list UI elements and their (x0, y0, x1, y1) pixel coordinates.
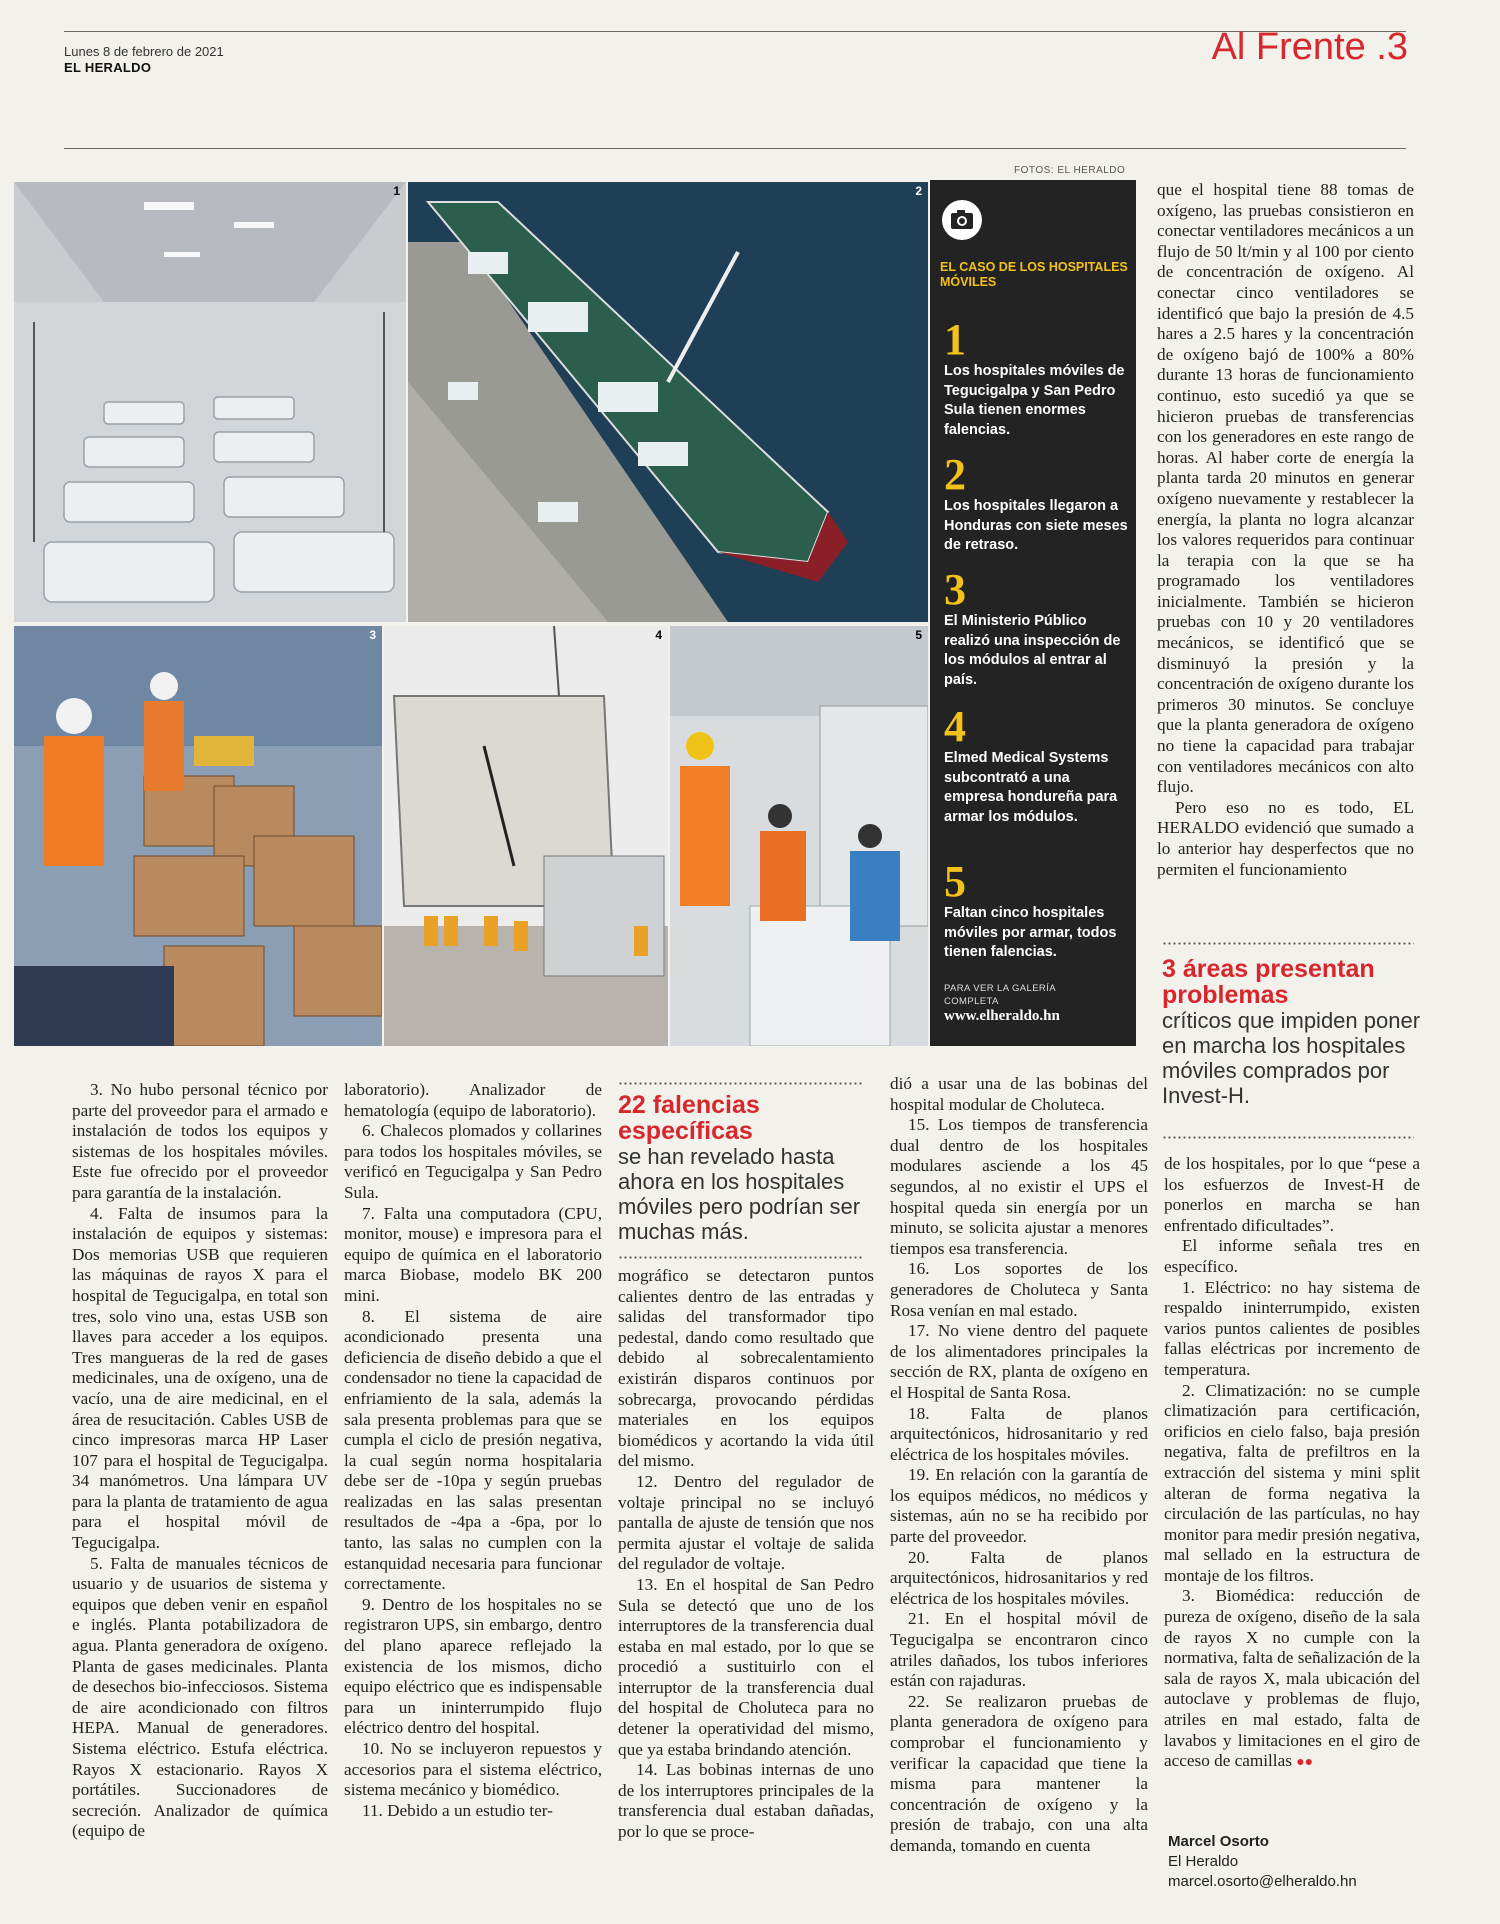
case-item-number: 5 (944, 857, 966, 906)
paragraph: Pero eso no es todo, EL HERALDO evidenció que sumado a lo anterior hay desperfectos que no permiten el funcionamiento (1157, 797, 1414, 879)
header-rule-top (64, 31, 1406, 32)
paragraph: 7. Falta una computadora (CPU, monitor, mouse) e impresora para el equipo de química en el laboratorio marca Biobase, modelo BK 200 mini. (344, 1203, 602, 1305)
paragraph: 8. El sistema de aire acondicionado presenta una deficiencia de diseño debido a que el condensador no tiene la capacidad de enfriamiento de la sala, además la sala presenta problemas para que se cumpla el ciclo de presión negativa, la cual según norma hospitalaria debe ser de -10pa y según pruebas realizadas en las salas presentan resultados de -4pa a -6pa, por lo tanto, las salas no cumplen con la estanquidad necesaria para funcionar correctamente. (344, 1306, 602, 1594)
case-item-text: Faltan cinco hospitales móviles por armar, todos tienen falencias. (944, 905, 1117, 961)
paragraph: 19. En relación con la garantía de los equipos médicos, no médicos y sistemas, aún no se ha recibido por parte del proveedor. (890, 1465, 1148, 1547)
dotted-divider (618, 1256, 864, 1259)
dotted-divider (1162, 942, 1414, 945)
photo-number: 2 (915, 184, 922, 198)
paragraph: 17. No viene dentro del paquete de los alimentadores principales la sección de RX, planta de oxígeno en el Hospital de Santa Rosa. (890, 1321, 1148, 1402)
paragraph: 14. Las bobinas internas de uno de los interruptores principales de la transferencia dual estaban dañadas, por lo que se proce- (618, 1760, 874, 1842)
author-email[interactable]: marcel.osorto@elheraldo.hn (1168, 1873, 1357, 1890)
byline (1168, 1832, 1357, 1892)
article-column-5 (1164, 1154, 1420, 1774)
dotted-divider (618, 1082, 864, 1085)
photo-number: 5 (915, 628, 922, 642)
case-item (944, 565, 1130, 690)
case-item (944, 315, 1130, 440)
hospital-ward-photo (14, 182, 406, 622)
paragraph: 9. Dentro de los hospitales no se registraron UPS, sin embargo, dentro del plano aparece reflejado la existencia de los mismos, dicho equipo eléctrico que es indispensable para un ininterrumpido flujo eléctrico dentro del hospital. (344, 1594, 602, 1738)
article-column-1 (72, 1080, 328, 1842)
article-column-3 (618, 1266, 874, 1843)
workers-boxes-photo (14, 626, 382, 1046)
author-name: Marcel Osorto (1168, 1833, 1269, 1850)
paragraph: 11. Debido a un estudio ter- (362, 1800, 553, 1820)
article-column-right-top (1157, 180, 1414, 880)
paragraph: 13. En el hospital de San Pedro Sula se detectó que uno de los interruptores de la transferencia dual estaba en mal estado, por lo que se procedió a sustituirlo con el interruptor de la transferencia dual del hospital de Choluteca para no detener la operatividad del mismo, que ya estaba brindando atención. (618, 1574, 874, 1759)
case-item-number: 1 (944, 315, 966, 364)
paragraph: 22. Se realizaron pruebas de planta generadora de oxígeno para comprobar el funcionamiento y verificar la capacidad que tiene la misma para mantener la concentración de oxígeno y la presión de trabajo, con una alta demanda, tomando en cuenta (890, 1691, 1148, 1855)
pull-quote-title: 22 falencias específicas (618, 1091, 760, 1145)
photo-number: 3 (369, 628, 376, 642)
paragraph: 18. Falta de planos arquitectónicos, hidrosanitario y red eléctrica de los hospitales móviles. (890, 1403, 1148, 1464)
case-item (944, 450, 1130, 556)
photo-number: 1 (393, 184, 400, 198)
case-item (944, 857, 1130, 963)
pull-quote-subtitle: críticos que impiden poner en marcha los hospitales móviles comprados por Invest-H. (1162, 1008, 1421, 1108)
pull-quote-title: 3 áreas presentan problemas (1162, 955, 1375, 1009)
gallery-link[interactable]: www.elheraldo.hn (944, 1008, 1060, 1024)
case-item (944, 702, 1130, 827)
header-rule-bottom (64, 148, 1406, 149)
case-box-title: EL CASO DE LOS HOSPITALES MÓVILES (940, 260, 1128, 289)
paragraph: El informe señala tres en específico. (1164, 1236, 1420, 1276)
case-item-text: Elmed Medical Systems subcontrató a una empresa hondureña para armar los módulos. (944, 750, 1118, 825)
paragraph: 3. No hubo personal técnico por parte del proveedor para el armado e instalación de todos los equipos y sistemas de los hospitales móviles. Este fue ofrecido por el proveedor para garantía de la instalación. (72, 1080, 328, 1202)
paragraph: que el hospital tiene 88 tomas de oxígeno, las pruebas consistieron en conectar ventiladores mecánicos a un flujo de 50 lt/min y al 100 por ciento de concentración de oxígeno. Al conectar cinco ventiladores se identificó que bajo la presión de 4.5 hares a 2.5 hares y la concentración de oxígeno bajó de 100% a 80% durante 13 horas de funcionamiento continuo, esto sucedió ya que se hicieron pruebas de transferencias con los generadores en este rango de horas. Al haber corte de energía la planta tarda 20 minutos en generar oxígeno nuevamente y restablecer la energía, la planta no logra alcanzar los valores requeridos para continuar la terapia con la que se ha programado los ventiladores inicialmente. También se hicieron pruebas con 10 y 20 ventiladores mecánicos, se identificó que se disminuyó la presión y la concentración de oxígeno durante los primeros 30 minutos. Se concluye que la planta generadora de oxígeno no tiene la capacidad para trabajar con ventiladores mecánicos con alto flujo. (1157, 180, 1414, 797)
author-org: El Heraldo (1168, 1853, 1239, 1870)
case-summary-box (930, 180, 1136, 1046)
cargo-ship-photo (408, 182, 928, 622)
case-item-text: El Ministerio Público realizó una inspección de los módulos al entrar al país. (944, 613, 1121, 688)
paragraph: mográfico se detectaron puntos calientes dentro de las entradas y salidas del transformador tipo pedestal, dando como resultado que debido al sobrecalentamiento existirán disparos continuos por sobrecarga, provocando pérdidas materiales en los equipos biomédicos y acortando la vida útil del mismo. (618, 1266, 874, 1471)
paragraph: 4. Falta de insumos para la instalación de equipos y sistemas: Dos memorias USB que requieren las máquinas de rayos X para el hospital de Tegucigalpa, en total son tres, solo vino una, estas USB son llaves para acceder a los equipos. Tres mangueras de la red de gases medicinales, una de oxígeno, una de vacío, una de aire medicinal, en el área de resucitación. Cables USB de cinco impresoras marca HP Laser 107 para el hospital de Tegucigalpa. 34 manómetros. Una lámpara UV para la planta de tratamiento de agua para el hospital móvil de Tegucigalpa. (72, 1203, 328, 1553)
paragraph: 21. En el hospital móvil de Tegucigalpa se encontraron cinco atriles dañados, los tubos inferiores están con rajaduras. (890, 1609, 1148, 1691)
paragraph: de los hospitales, por lo que “pese a los esfuerzos de Invest-H de ponerlos en marcha se han enfrentado dificultades”. (1164, 1154, 1420, 1235)
article-column-4 (890, 1074, 1148, 1857)
camera-icon (942, 200, 982, 240)
pull-quote-falencias (618, 1092, 870, 1244)
paragraph: laboratorio). Analizador de hematología (equipo de laboratorio). (344, 1080, 602, 1120)
paragraph: 12. Dentro del regulador de voltaje principal no se incluyó pantalla de ajuste de tensión que nos permita ajustar el voltaje de salida del regulador de voltaje. (618, 1471, 874, 1574)
section-title: Al Frente .3 (1211, 26, 1408, 68)
paragraph: 1. Eléctrico: no hay sistema de respaldo ininterrumpido, existen varios puntos calientes de posibles fallas eléctricas por incremento de temperatura. (1164, 1277, 1420, 1379)
paragraph: dió a usar una de las bobinas del hospital modular de Choluteca. (890, 1074, 1148, 1114)
paragraph: 10. No se incluyeron repuestos y accesorios para el sistema eléctrico, sistema mecánico y biomédico. (344, 1739, 602, 1800)
issue-date: Lunes 8 de febrero de 2021 (64, 44, 224, 59)
case-item-number: 2 (944, 450, 966, 499)
pull-quote-areas (1162, 956, 1422, 1108)
dotted-divider (1162, 1136, 1414, 1139)
paragraph: 6. Chalecos plomados y collarines para todos los hospitales móviles, se verificó en Tegucigalpa y San Pedro Sula. (344, 1121, 602, 1202)
photo-number: 4 (655, 628, 662, 642)
case-item-number: 3 (944, 565, 966, 614)
paragraph: 20. Falta de planos arquitectónicos, hidrosanitarios y red eléctrica de los hospitales móviles. (890, 1547, 1148, 1608)
pull-quote-subtitle: se han revelado hasta ahora en los hospitales móviles pero podrían ser muchas más. (618, 1144, 861, 1244)
end-mark-icon: ●● (1296, 1755, 1314, 1771)
paragraph: 2. Climatización: no se cumple climatización para certificación, orificios en cielo falso, baja presión negativa, falta de prefiltros en la extracción del sistema y mini split alteran de forma negativa la circulación de las partículas, no hay monitor para medir presión negativa, mal sellado en la estructura de montaje de los filtros. (1164, 1380, 1420, 1585)
paragraph (1164, 1586, 1420, 1773)
photo-credit: FOTOS: EL HERALDO (1014, 165, 1126, 176)
paragraph: 5. Falta de manuales técnicos de usuario y de usuarios de sistema y equipos que deben venir en español e inglés. Planta potabilizadora de agua. Planta generadora de oxígeno. Planta de gases medicinales. Planta de desechos bio-infecciosos. Sistema de aire acondicionado con filtros HEPA. Manual de generadores. Sistema eléctrico. Estufa eléctrica. Rayos X estacionario. Rayos X portátiles. Succionadores de secreción. Analizador de química (equipo de (72, 1553, 328, 1841)
case-item-text: Los hospitales llegaron a Honduras con siete meses de retraso. (944, 498, 1128, 554)
case-item-text: Los hospitales móviles de Tegucigalpa y San Pedro Sula tienen enormes falencias. (944, 363, 1125, 438)
paragraph-text: 3. Biomédica: reducción de pureza de oxígeno, diseño de la sala de rayos X no cumple con la normativa, falta de señalización de la sala de rayos X, mala ubicación del autoclave y problemas de flujo, atriles en mal estado, falta de lavabos y limitaciones en el giro de acceso de camillas (1164, 1586, 1420, 1771)
module-crane-photo (384, 626, 668, 1046)
article-column-2 (344, 1080, 602, 1821)
workers-interior-photo (670, 626, 928, 1046)
newspaper-name: EL HERALDO (64, 60, 152, 75)
case-item-number: 4 (944, 702, 966, 751)
paragraph: 15. Los tiempos de transferencia dual dentro de los hospitales modulares asciende a los 45 segundos, al no existir el UPS el hospital queda sin energía por un minuto, se solicita ajustar a menores tiempos esa transferencia. (890, 1115, 1148, 1258)
gallery-label: PARA VER LA GALERÍA COMPLETA (944, 983, 1056, 1007)
paragraph: 16. Los soportes de los generadores de Choluteca y Santa Rosa venían en mal estado. (890, 1259, 1148, 1320)
